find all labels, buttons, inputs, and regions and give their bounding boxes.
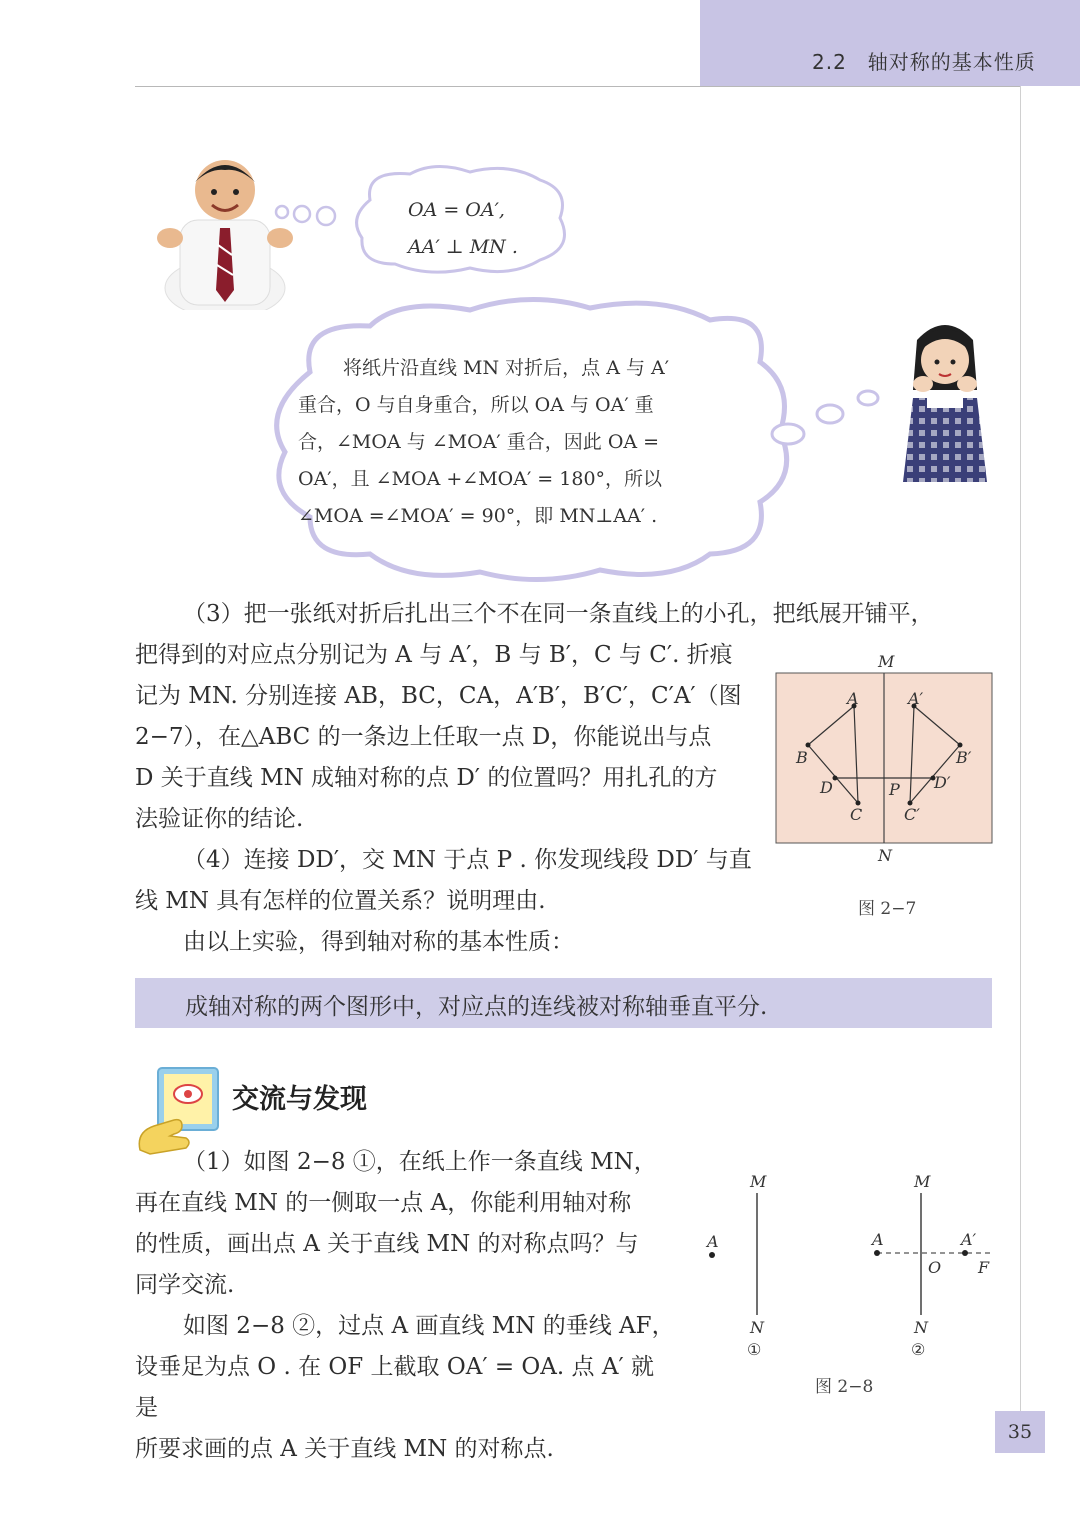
- fig28-label-n2: N: [914, 1318, 928, 1337]
- fig28-label-n1: N: [750, 1318, 764, 1337]
- fig27-label-b2: B′: [956, 748, 972, 767]
- paragraph-3-first-line: [135, 594, 995, 635]
- exchange-paragraph-1: [135, 1142, 675, 1470]
- exchange-line-5: 如图 2−8 ②，过点 A 画直线 MN 的垂线 AF，: [183, 1313, 675, 1339]
- para3-line-3: 记为 MN. 分别连接 AB，BC，CA，A′B′，B′C′，C′A′（图: [135, 683, 742, 709]
- para3-line-2: 把得到的对应点分别记为 A 与 A′，B 与 B′，C 与 C′. 折痕: [135, 642, 733, 668]
- fig28-label-a2: A′: [961, 1230, 977, 1249]
- big-thought-line-3: 合，∠MOA 与 ∠MOA′ 重合，因此 OA =: [298, 431, 660, 453]
- property-statement: 成轴对称的两个图形中，对应点的连线被对称轴垂直平分.: [185, 994, 768, 1020]
- para3-line-5: D 关于直线 MN 成轴对称的点 D′ 的位置吗？用扎孔的方: [135, 765, 718, 791]
- exchange-line-2: 再在直线 MN 的一侧取一点 A，你能利用轴对称: [135, 1190, 632, 1216]
- fig27-label-d2: D′: [934, 773, 951, 792]
- fig28-label-f: F: [978, 1258, 990, 1277]
- margin-rule: [1020, 86, 1021, 1416]
- section-header: 2.2 轴对称的基本性质: [812, 50, 1036, 74]
- exchange-line-7: 所要求画的点 A 关于直线 MN 的对称点.: [135, 1436, 554, 1462]
- page-number: 35: [1007, 1421, 1033, 1443]
- fig27-label-b: B: [796, 748, 808, 767]
- small-thought-line-2: AA′ ⊥ MN .: [408, 236, 518, 258]
- para4-line-1: （4）连接 DD′，交 MN 于点 P . 你发现线段 DD′ 与直: [183, 847, 752, 873]
- fig28-num-2: ②: [911, 1340, 926, 1359]
- figure-2-7: [770, 648, 1000, 868]
- fig27-label-a: A: [847, 689, 859, 708]
- para3-line-6: 法验证你的结论.: [135, 806, 304, 832]
- fig27-label-n: N: [878, 846, 892, 865]
- big-thought-line-1: 将纸片沿直线 MN 对折后，点 A 与 A′: [343, 357, 670, 379]
- big-thought-line-2: 重合，O 与自身重合，所以 OA 与 OA′ 重: [298, 394, 654, 416]
- fig28-label-a1: A: [707, 1232, 719, 1251]
- fig27-label-p: P: [889, 780, 900, 799]
- para3-line-4: 2−7），在△ABC 的一条边上任取一点 D，你能说出与点: [135, 724, 712, 750]
- fig27-label-a2: A′: [908, 689, 924, 708]
- fig28-label-m1: M: [750, 1172, 767, 1191]
- figure-2-7-caption: 图 2−7: [858, 899, 917, 919]
- header-rule: [135, 86, 1020, 87]
- big-thought-line-4: OA′，且 ∠MOA +∠MOA′ = 180°，所以: [298, 468, 663, 490]
- fig28-label-m2: M: [914, 1172, 931, 1191]
- para3-line-1: （3）把一张纸对折后扎出三个不在同一条直线上的小孔，把纸展开铺平，: [183, 601, 934, 627]
- section-title: 交流与发现: [232, 1084, 367, 1115]
- exchange-line-1: （1）如图 2−8 ①，在纸上作一条直线 MN，: [183, 1149, 657, 1175]
- figure-2-8: [695, 1165, 1005, 1365]
- fig28-label-o: O: [928, 1258, 942, 1277]
- exchange-line-4: 同学交流.: [135, 1272, 235, 1298]
- para4-line-2: 线 MN 具有怎样的位置关系？说明理由.: [135, 888, 546, 914]
- paragraph-3-body: [135, 635, 755, 963]
- girl-illustration: [895, 310, 995, 485]
- exchange-line-6: 设垂足为点 O . 在 OF 上截取 OA′ = OA. 点 A′ 就是: [135, 1354, 654, 1421]
- fig28-label-a: A: [872, 1230, 884, 1249]
- fig27-label-d: D: [820, 778, 833, 797]
- fig28-num-1: ①: [747, 1340, 762, 1359]
- conclusion-intro: 由以上实验，得到轴对称的基本性质：: [183, 929, 574, 955]
- fig27-label-c: C: [850, 805, 863, 824]
- figure-2-8-caption: 图 2−8: [815, 1377, 874, 1397]
- exchange-line-3: 的性质，画出点 A 关于直线 MN 的对称点吗？与: [135, 1231, 639, 1257]
- small-thought-line-1: OA = OA′,: [408, 199, 505, 221]
- fig27-label-m: M: [878, 652, 895, 671]
- big-thought-line-5: ∠MOA =∠MOA′ = 90°，即 MN⊥AA′ .: [298, 505, 658, 527]
- fig27-label-c2: C′: [904, 805, 920, 824]
